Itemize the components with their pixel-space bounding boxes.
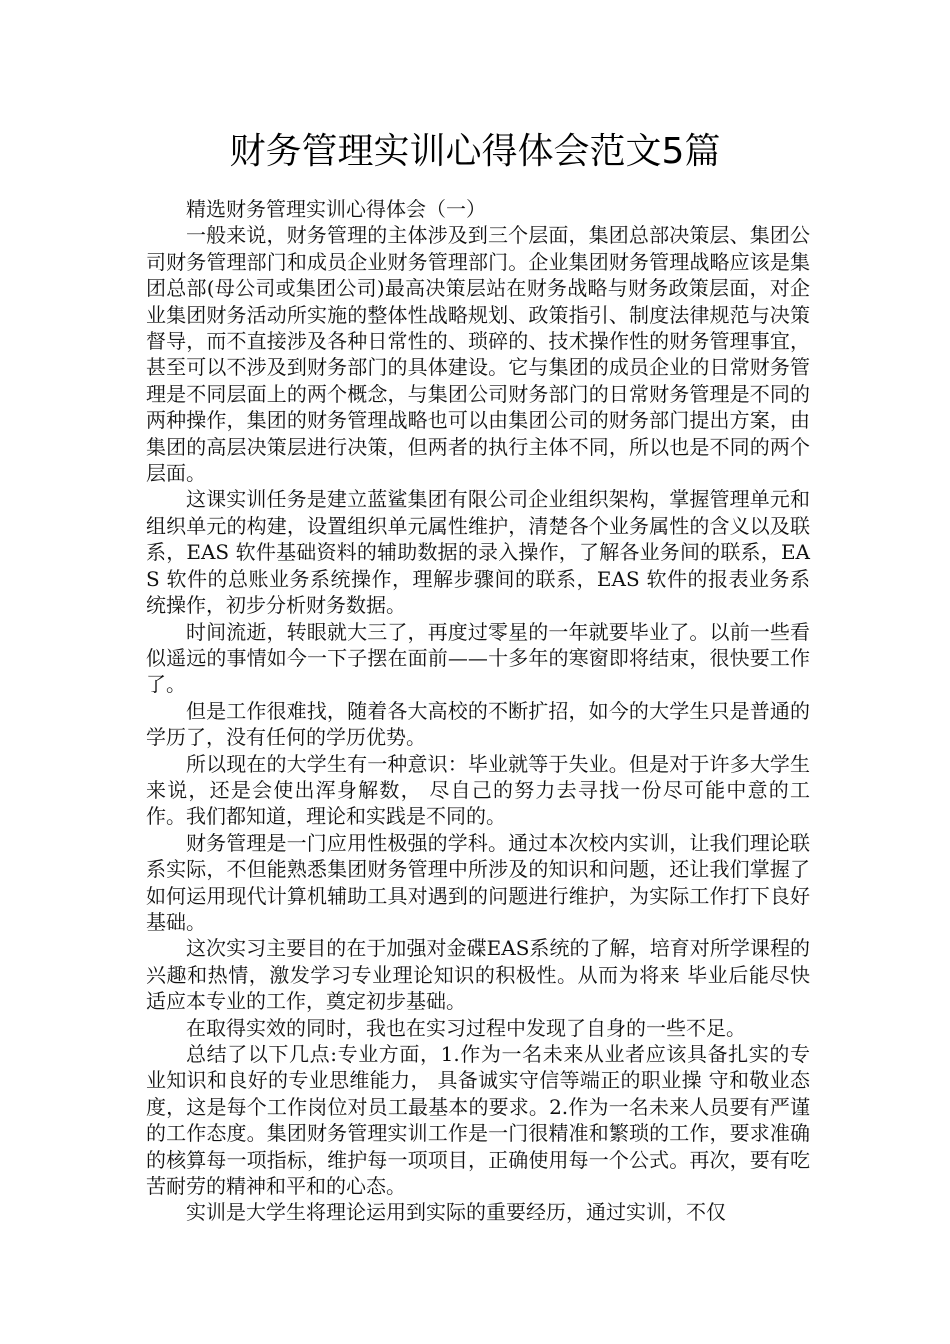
paragraph: 这课实训任务是建立蓝鲨集团有限公司企业组织架构，掌握管理单元和组织单元的构建，设置组织单元属性维护，清楚各个业务属性的含义以及联系，EAS 软件基础资料的辅助数据的录入操作，了解各业务间的联系，EAS 软件的总账业务系统操作，理解步骤间的联系，EAS 软件的报表业务系统操作，初步分析财务数据。 <box>146 487 810 618</box>
document-title: 财务管理实训心得体会范文5篇 <box>229 131 721 172</box>
paragraph: 一般来说，财务管理的主体涉及到三个层面，集团总部决策层、集团公司财务管理部门和成员企业财务管理部门。企业集团财务管理战略应该是集团总部(母公司或集团公司)最高决策层站在财务战略与财务政策层面，对企业集团财务活动所实施的整体性战略规划、政策指引、制度法律规范与决策督导，而不直接涉及各种日常性的、琐碎的、技术操作性的财务管理事宜，甚至可以不涉及到财务部门的具体建设。它与集团的成员企业的日常财务管理是不同层面上的两个概念，与集团公司财务部门的日常财务管理是不同的两种操作，集团的财务管理战略也可以由集团公司的财务部门提出方案，由集团的高层决策层进行决策，但两者的执行主体不同，所以也是不同的两个层面。 <box>146 223 810 486</box>
paragraph: 在取得实效的同时，我也在实习过程中发现了自身的一些不足。 <box>186 1015 746 1040</box>
paragraph: 实训是大学生将理论运用到实际的重要经历，通过实训，不仅 <box>186 1200 726 1225</box>
section-heading: 精选财务管理实训心得体会（一） <box>186 197 486 221</box>
paragraph: 时间流逝，转眼就大三了，再度过零星的一年就要毕业了。以前一些看似遥远的事情如今一下子摆在面前——十多年的寒窗即将结束，很快要工作了。 <box>146 619 810 697</box>
paragraph: 总结了以下几点:专业方面，1.作为一名未来从业者应该具备扎实的专业知识和良好的专业思维能力， 具备诚实守信等端正的职业操 守和敬业态度，这是每个工作岗位对员工最基本的要求。2.作为一名未来人员要有严谨的工作态度。集团财务管理实训工作是一门很精准和繁琐的工作，要求准确的核算每一项指标，维护每一项项目，正确使用每一个公式。再次，要有吃苦耐劳的精神和平和的心态。 <box>146 1042 810 1199</box>
paragraph: 财务管理是一门应用性极强的学科。通过本次校内实训，让我们理论联系实际，不但能熟悉集团财务管理中所涉及的知识和问题，还让我们掌握了如何运用现代计算机辅助工具对遇到的问题进行维护，为实际工作打下良好基础。 <box>146 830 810 934</box>
document-body <box>146 196 810 1226</box>
paragraph: 所以现在的大学生有一种意识：毕业就等于失业。但是对于许多大学生来说，还是会使出浑身解数， 尽自己的努力去寻找一份尽可能中意的工作。我们都知道，理论和实践是不同的。 <box>146 751 810 829</box>
paragraph: 这次实习主要目的在于加强对金碟EAS系统的了解，培育对所学课程的兴趣和热情，激发学习专业理论知识的积极性。从而为将来 毕业后能尽快适应本专业的工作，奠定初步基础。 <box>146 936 810 1014</box>
paragraph: 但是工作很难找，随着各大高校的不断扩招，如今的大学生只是普通的学历了，没有任何的学历优势。 <box>146 698 810 750</box>
